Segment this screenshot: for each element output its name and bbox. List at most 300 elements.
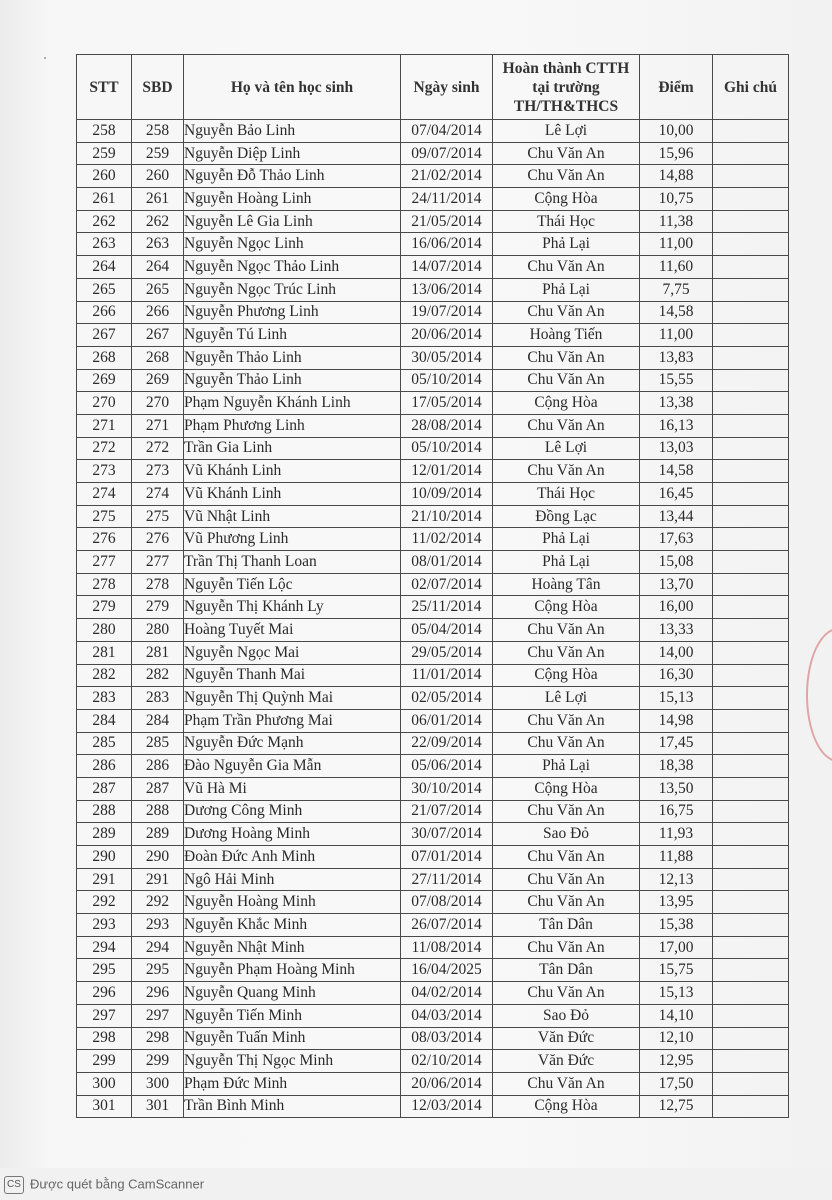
cell-student-name: Hoàng Tuyết Mai (184, 619, 401, 642)
cell-student-name: Nguyễn Ngọc Trúc Linh (184, 278, 401, 301)
table-row (77, 1072, 789, 1095)
cell-stt: 291 (77, 868, 132, 891)
cell-stt: 276 (77, 528, 132, 551)
cell-score: 13,95 (640, 891, 713, 914)
cell-score: 14,58 (640, 301, 713, 324)
cell-student-name: Trần Gia Linh (184, 437, 401, 460)
cell-date-of-birth: 12/03/2014 (401, 1095, 493, 1118)
table-row (77, 1050, 789, 1073)
cell-sbd: 276 (132, 528, 184, 551)
cell-sbd: 300 (132, 1072, 184, 1095)
cell-score: 13,70 (640, 573, 713, 596)
cell-sbd: 282 (132, 664, 184, 687)
table-row (77, 868, 789, 891)
cell-date-of-birth: 02/05/2014 (401, 687, 493, 710)
cell-score: 12,75 (640, 1095, 713, 1118)
cell-stt: 300 (77, 1072, 132, 1095)
cell-score: 15,96 (640, 142, 713, 165)
cell-score: 10,00 (640, 120, 713, 143)
cell-school: Phả Lại (493, 755, 640, 778)
cell-score: 12,13 (640, 868, 713, 891)
table-row (77, 1004, 789, 1027)
cell-stt: 282 (77, 664, 132, 687)
table-row (77, 687, 789, 710)
cell-school: Chu Văn An (493, 369, 640, 392)
cell-stt: 286 (77, 755, 132, 778)
table-row (77, 256, 789, 279)
cell-date-of-birth: 27/11/2014 (401, 868, 493, 891)
cell-score: 14,88 (640, 165, 713, 188)
table-body (77, 120, 789, 1118)
cell-stt: 272 (77, 437, 132, 460)
cell-student-name: Nguyễn Ngọc Mai (184, 641, 401, 664)
cell-note (713, 800, 789, 823)
cell-date-of-birth: 17/05/2014 (401, 392, 493, 415)
cell-note (713, 414, 789, 437)
cell-date-of-birth: 05/10/2014 (401, 369, 493, 392)
student-score-table (76, 54, 789, 1118)
cell-score: 17,50 (640, 1072, 713, 1095)
cell-school: Chu Văn An (493, 641, 640, 664)
cell-sbd: 258 (132, 120, 184, 143)
cell-date-of-birth: 07/01/2014 (401, 846, 493, 869)
cell-score: 13,33 (640, 619, 713, 642)
cell-stt: 259 (77, 142, 132, 165)
cell-score: 16,00 (640, 596, 713, 619)
cell-student-name: Vũ Hà Mi (184, 777, 401, 800)
table-row (77, 982, 789, 1005)
table-row (77, 914, 789, 937)
cell-sbd: 263 (132, 233, 184, 256)
cell-sbd: 278 (132, 573, 184, 596)
cell-sbd: 297 (132, 1004, 184, 1027)
cell-stt: 273 (77, 460, 132, 483)
cell-sbd: 284 (132, 709, 184, 732)
cell-school: Cộng Hòa (493, 664, 640, 687)
cell-sbd: 275 (132, 505, 184, 528)
cell-school: Chu Văn An (493, 414, 640, 437)
cell-student-name: Nguyễn Tú Linh (184, 324, 401, 347)
cell-score: 15,13 (640, 687, 713, 710)
table-row (77, 891, 789, 914)
cell-note (713, 369, 789, 392)
cell-date-of-birth: 20/06/2014 (401, 324, 493, 347)
cell-score: 17,45 (640, 732, 713, 755)
cell-note (713, 392, 789, 415)
cell-student-name: Nguyễn Tuấn Minh (184, 1027, 401, 1050)
header-student-name: Họ và tên học sinh (184, 55, 401, 120)
cell-note (713, 324, 789, 347)
cell-stt: 297 (77, 1004, 132, 1027)
cell-date-of-birth: 08/01/2014 (401, 551, 493, 574)
cell-note (713, 1027, 789, 1050)
cell-score: 16,30 (640, 664, 713, 687)
cell-stt: 285 (77, 732, 132, 755)
cell-school: Chu Văn An (493, 460, 640, 483)
cell-note (713, 460, 789, 483)
cell-stt: 270 (77, 392, 132, 415)
cell-school: Hoàng Tân (493, 573, 640, 596)
table-row (77, 437, 789, 460)
table-row (77, 210, 789, 233)
cell-school: Cộng Hòa (493, 188, 640, 211)
table-row (77, 414, 789, 437)
cell-score: 11,00 (640, 324, 713, 347)
cell-date-of-birth: 29/05/2014 (401, 641, 493, 664)
cell-sbd: 270 (132, 392, 184, 415)
cell-student-name: Vũ Nhật Linh (184, 505, 401, 528)
cell-note (713, 641, 789, 664)
cell-date-of-birth: 02/10/2014 (401, 1050, 493, 1073)
header-school: Hoàn thành CTTH tại trường TH/TH&THCS (493, 55, 640, 120)
table-row (77, 664, 789, 687)
cell-stt: 284 (77, 709, 132, 732)
cell-student-name: Nguyễn Lê Gia Linh (184, 210, 401, 233)
cell-school: Cộng Hòa (493, 392, 640, 415)
cell-stt: 258 (77, 120, 132, 143)
cell-sbd: 286 (132, 755, 184, 778)
camscanner-footer-text: Được quét bằng CamScanner (30, 1176, 205, 1192)
table-row (77, 800, 789, 823)
table-row (77, 392, 789, 415)
cell-school: Thái Học (493, 210, 640, 233)
cell-sbd: 280 (132, 619, 184, 642)
cell-student-name: Đoàn Đức Anh Minh (184, 846, 401, 869)
cell-date-of-birth: 08/03/2014 (401, 1027, 493, 1050)
cell-stt: 265 (77, 278, 132, 301)
header-note: Ghi chú (713, 55, 789, 120)
cell-school: Phả Lại (493, 551, 640, 574)
cell-stt: 288 (77, 800, 132, 823)
cell-student-name: Nguyễn Ngọc Thảo Linh (184, 256, 401, 279)
table-row (77, 528, 789, 551)
cell-sbd: 298 (132, 1027, 184, 1050)
cell-sbd: 295 (132, 959, 184, 982)
cell-note (713, 165, 789, 188)
cell-score: 14,98 (640, 709, 713, 732)
cell-sbd: 281 (132, 641, 184, 664)
cell-stt: 293 (77, 914, 132, 937)
cell-note (713, 256, 789, 279)
cell-stt: 278 (77, 573, 132, 596)
cell-school: Cộng Hòa (493, 777, 640, 800)
red-stamp (806, 628, 832, 762)
cell-date-of-birth: 16/06/2014 (401, 233, 493, 256)
cell-sbd: 290 (132, 846, 184, 869)
cell-note (713, 755, 789, 778)
cell-date-of-birth: 21/05/2014 (401, 210, 493, 233)
cell-student-name: Trần Bình Minh (184, 1095, 401, 1118)
cell-note (713, 528, 789, 551)
cell-stt: 263 (77, 233, 132, 256)
table-row (77, 165, 789, 188)
cell-school: Lê Lợi (493, 687, 640, 710)
cell-note (713, 573, 789, 596)
cell-stt: 264 (77, 256, 132, 279)
cell-score: 13,03 (640, 437, 713, 460)
cell-school: Chu Văn An (493, 732, 640, 755)
cell-student-name: Phạm Trần Phương Mai (184, 709, 401, 732)
table-row (77, 188, 789, 211)
cell-stt: 277 (77, 551, 132, 574)
cell-date-of-birth: 05/10/2014 (401, 437, 493, 460)
cell-school: Hoàng Tiến (493, 324, 640, 347)
cell-date-of-birth: 11/02/2014 (401, 528, 493, 551)
cell-sbd: 277 (132, 551, 184, 574)
cell-student-name: Nguyễn Hoàng Minh (184, 891, 401, 914)
cell-score: 11,38 (640, 210, 713, 233)
cell-date-of-birth: 21/10/2014 (401, 505, 493, 528)
cell-date-of-birth: 07/04/2014 (401, 120, 493, 143)
cell-date-of-birth: 12/01/2014 (401, 460, 493, 483)
cell-school: Chu Văn An (493, 256, 640, 279)
cell-sbd: 260 (132, 165, 184, 188)
cell-sbd: 291 (132, 868, 184, 891)
cell-sbd: 293 (132, 914, 184, 937)
cell-note (713, 188, 789, 211)
cell-student-name: Phạm Phương Linh (184, 414, 401, 437)
cell-score: 15,08 (640, 551, 713, 574)
cell-date-of-birth: 20/06/2014 (401, 1072, 493, 1095)
cell-note (713, 1072, 789, 1095)
cell-stt: 280 (77, 619, 132, 642)
table-row (77, 233, 789, 256)
cell-school: Chu Văn An (493, 982, 640, 1005)
cell-note (713, 437, 789, 460)
cell-school: Tân Dân (493, 959, 640, 982)
cell-date-of-birth: 09/07/2014 (401, 142, 493, 165)
cell-note (713, 709, 789, 732)
cell-note (713, 483, 789, 506)
cell-student-name: Nguyễn Khắc Minh (184, 914, 401, 937)
cell-note (713, 233, 789, 256)
header-score: Điểm (640, 55, 713, 120)
cell-school: Chu Văn An (493, 142, 640, 165)
header-stt: STT (77, 55, 132, 120)
table-row (77, 1027, 789, 1050)
cell-note (713, 914, 789, 937)
cell-score: 14,58 (640, 460, 713, 483)
cell-date-of-birth: 22/09/2014 (401, 732, 493, 755)
cell-sbd: 274 (132, 483, 184, 506)
cell-score: 13,38 (640, 392, 713, 415)
cell-school: Sao Đỏ (493, 1004, 640, 1027)
table-row (77, 641, 789, 664)
cell-school: Chu Văn An (493, 800, 640, 823)
table-row (77, 709, 789, 732)
cell-stt: 260 (77, 165, 132, 188)
cell-sbd: 288 (132, 800, 184, 823)
cell-score: 17,63 (640, 528, 713, 551)
cell-student-name: Vũ Khánh Linh (184, 483, 401, 506)
cell-school: Chu Văn An (493, 891, 640, 914)
table-row (77, 846, 789, 869)
cell-note (713, 619, 789, 642)
cell-score: 15,13 (640, 982, 713, 1005)
cell-score: 12,10 (640, 1027, 713, 1050)
cell-score: 16,75 (640, 800, 713, 823)
cell-score: 11,88 (640, 846, 713, 869)
cell-stt: 279 (77, 596, 132, 619)
cell-note (713, 868, 789, 891)
cell-note (713, 732, 789, 755)
table-row (77, 619, 789, 642)
table-row (77, 505, 789, 528)
cell-date-of-birth: 07/08/2014 (401, 891, 493, 914)
cell-school: Văn Đức (493, 1027, 640, 1050)
cell-score: 13,44 (640, 505, 713, 528)
table-row (77, 324, 789, 347)
cell-note (713, 936, 789, 959)
cell-school: Cộng Hòa (493, 1095, 640, 1118)
cell-sbd: 283 (132, 687, 184, 710)
cell-sbd: 294 (132, 936, 184, 959)
cell-score: 18,38 (640, 755, 713, 778)
cell-score: 11,60 (640, 256, 713, 279)
table-row (77, 777, 789, 800)
cell-date-of-birth: 06/01/2014 (401, 709, 493, 732)
cell-sbd: 287 (132, 777, 184, 800)
cell-date-of-birth: 14/07/2014 (401, 256, 493, 279)
cell-sbd: 262 (132, 210, 184, 233)
cell-score: 11,00 (640, 233, 713, 256)
cell-student-name: Nguyễn Đức Mạnh (184, 732, 401, 755)
cell-student-name: Trần Thị Thanh Loan (184, 551, 401, 574)
cell-date-of-birth: 21/07/2014 (401, 800, 493, 823)
cell-date-of-birth: 26/07/2014 (401, 914, 493, 937)
cell-sbd: 264 (132, 256, 184, 279)
cell-student-name: Nguyễn Phạm Hoàng Minh (184, 959, 401, 982)
cell-date-of-birth: 05/04/2014 (401, 619, 493, 642)
cell-sbd: 292 (132, 891, 184, 914)
cell-student-name: Vũ Khánh Linh (184, 460, 401, 483)
cell-stt: 271 (77, 414, 132, 437)
cell-stt: 295 (77, 959, 132, 982)
cell-note (713, 120, 789, 143)
cell-note (713, 551, 789, 574)
cell-student-name: Nguyễn Đỗ Thảo Linh (184, 165, 401, 188)
cell-date-of-birth: 21/02/2014 (401, 165, 493, 188)
cell-school: Cộng Hòa (493, 596, 640, 619)
cell-date-of-birth: 16/04/2025 (401, 959, 493, 982)
camscanner-footer (4, 1176, 204, 1194)
cell-student-name: Nguyễn Thị Khánh Ly (184, 596, 401, 619)
cell-school: Phả Lại (493, 528, 640, 551)
cell-stt: 261 (77, 188, 132, 211)
cell-date-of-birth: 25/11/2014 (401, 596, 493, 619)
table-row (77, 301, 789, 324)
cell-school: Chu Văn An (493, 868, 640, 891)
table-row (77, 483, 789, 506)
table-header-row (77, 55, 789, 120)
cell-note (713, 301, 789, 324)
cell-student-name: Nguyễn Tiến Lộc (184, 573, 401, 596)
cell-sbd: 269 (132, 369, 184, 392)
cell-date-of-birth: 04/03/2014 (401, 1004, 493, 1027)
cell-date-of-birth: 28/08/2014 (401, 414, 493, 437)
cell-sbd: 289 (132, 823, 184, 846)
cell-score: 16,45 (640, 483, 713, 506)
table-row (77, 823, 789, 846)
cell-date-of-birth: 04/02/2014 (401, 982, 493, 1005)
cell-note (713, 891, 789, 914)
cell-stt: 298 (77, 1027, 132, 1050)
cell-date-of-birth: 13/06/2014 (401, 278, 493, 301)
cell-stt: 274 (77, 483, 132, 506)
cell-student-name: Nguyễn Phương Linh (184, 301, 401, 324)
cell-stt: 268 (77, 346, 132, 369)
table-row (77, 369, 789, 392)
cell-school: Phả Lại (493, 278, 640, 301)
table-row (77, 120, 789, 143)
cell-stt: 267 (77, 324, 132, 347)
cell-student-name: Dương Hoàng Minh (184, 823, 401, 846)
cell-score: 14,00 (640, 641, 713, 664)
cell-student-name: Nguyễn Thị Quỳnh Mai (184, 687, 401, 710)
cell-date-of-birth: 11/01/2014 (401, 664, 493, 687)
cell-student-name: Nguyễn Tiến Minh (184, 1004, 401, 1027)
cell-score: 10,75 (640, 188, 713, 211)
table-row (77, 551, 789, 574)
cell-sbd: 296 (132, 982, 184, 1005)
cell-sbd: 266 (132, 301, 184, 324)
cell-student-name: Phạm Nguyễn Khánh Linh (184, 392, 401, 415)
cell-school: Lê Lợi (493, 120, 640, 143)
table-row (77, 755, 789, 778)
cell-student-name: Nguyễn Nhật Minh (184, 936, 401, 959)
cell-school: Chu Văn An (493, 301, 640, 324)
cell-sbd: 272 (132, 437, 184, 460)
cell-student-name: Nguyễn Thị Ngọc Minh (184, 1050, 401, 1073)
cell-note (713, 278, 789, 301)
cell-note (713, 777, 789, 800)
cell-school: Phả Lại (493, 233, 640, 256)
cell-note (713, 959, 789, 982)
cell-school: Chu Văn An (493, 165, 640, 188)
cell-note (713, 982, 789, 1005)
cell-student-name: Đào Nguyễn Gia Mẫn (184, 755, 401, 778)
cell-score: 15,55 (640, 369, 713, 392)
cell-score: 15,38 (640, 914, 713, 937)
cell-sbd: 265 (132, 278, 184, 301)
table-row (77, 278, 789, 301)
cell-sbd: 299 (132, 1050, 184, 1073)
cell-student-name: Dương Công Minh (184, 800, 401, 823)
camscanner-logo-icon: CS (4, 1176, 24, 1194)
cell-date-of-birth: 02/07/2014 (401, 573, 493, 596)
cell-stt: 294 (77, 936, 132, 959)
cell-note (713, 596, 789, 619)
table-row (77, 142, 789, 165)
cell-note (713, 1095, 789, 1118)
cell-student-name: Nguyễn Hoàng Linh (184, 188, 401, 211)
table-row (77, 346, 789, 369)
table-row (77, 460, 789, 483)
cell-stt: 296 (77, 982, 132, 1005)
cell-stt: 289 (77, 823, 132, 846)
cell-stt: 287 (77, 777, 132, 800)
header-sbd: SBD (132, 55, 184, 120)
table-row (77, 596, 789, 619)
cell-stt: 292 (77, 891, 132, 914)
cell-sbd: 301 (132, 1095, 184, 1118)
cell-score: 13,83 (640, 346, 713, 369)
cell-date-of-birth: 05/06/2014 (401, 755, 493, 778)
cell-score: 7,75 (640, 278, 713, 301)
cell-stt: 299 (77, 1050, 132, 1073)
cell-stt: 269 (77, 369, 132, 392)
table-row (77, 1095, 789, 1118)
